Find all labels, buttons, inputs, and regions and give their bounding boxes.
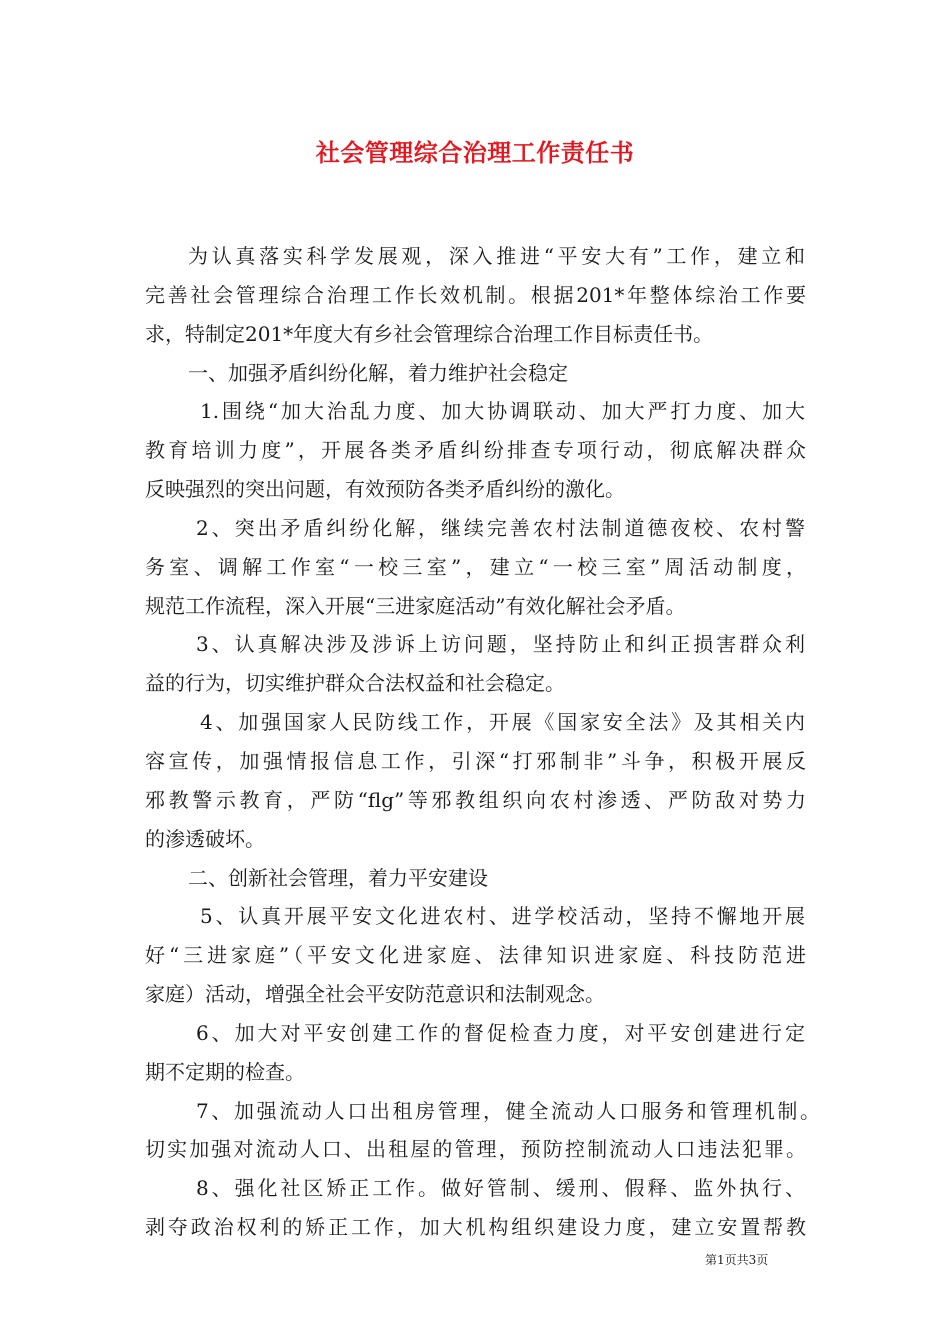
text-line: 8、强化社区矫正工作。做好管制、缓刑、假释、监外执行、 xyxy=(196,1176,805,1200)
text-line: 的渗透破坏。 xyxy=(145,827,265,851)
text-line: 4、加强国家人民防线工作，开展《国家安全法》及其相关内 xyxy=(200,710,805,734)
text-line: 容宣传，加强情报信息工作，引深“打邪制非”斗争，积极开展反 xyxy=(145,749,806,773)
text-line: 完善社会管理综合治理工作长效机制。根据201*年整体综治工作要 xyxy=(145,283,806,307)
text-line: 好“三进家庭”（平安文化进家庭、法律知识进家庭、科技防范进 xyxy=(145,943,806,967)
text-line: 求，特制定201*年度大有乡社会管理综合治理工作目标责任书。 xyxy=(145,322,714,346)
section-heading: 二、创新社会管理，着力平安建设 xyxy=(188,866,488,890)
text-line: 7、加强流动人口出租房管理，健全流动人口服务和管理机制。 xyxy=(196,1099,820,1123)
section-heading: 一、加强矛盾纠纷化解，着力维护社会稳定 xyxy=(188,361,568,385)
text-line: 6、加大对平安创建工作的督促检查力度，对平安创建进行定 xyxy=(196,1021,805,1045)
text-line: 剥夺政治权利的矫正工作，加大机构组织建设力度，建立安置帮教 xyxy=(145,1215,806,1239)
text-line: 为认真落实科学发展观，深入推进“平安大有”工作，建立和 xyxy=(188,244,805,268)
page-title: 社会管理综合治理工作责任书 xyxy=(315,138,635,167)
text-line: 5、认真开展平安文化进农村、进学校活动，坚持不懈地开展 xyxy=(200,904,805,928)
text-line: 教育培训力度”，开展各类矛盾纠纷排查专项行动，彻底解决群众 xyxy=(145,438,806,462)
page-number: 第1页共3页 xyxy=(705,1253,769,1267)
text-line: 家庭）活动，增强全社会平安防范意识和法制观念。 xyxy=(145,982,605,1006)
text-line: 邪教警示教育，严防“flg”等邪教组织向农村渗透、严防敌对势力 xyxy=(145,788,806,812)
text-line: 1.围绕“加大治乱力度、加大协调联动、加大严打力度、加大 xyxy=(200,399,805,423)
text-line: 3、认真解决涉及涉诉上访问题，坚持防止和纠正损害群众利 xyxy=(196,632,805,656)
text-line: 期不定期的检查。 xyxy=(145,1060,305,1084)
text-line: 规范工作流程，深入开展“三进家庭活动”有效化解社会矛盾。 xyxy=(145,594,686,618)
text-line: 2、突出矛盾纠纷化解，继续完善农村法制道德夜校、农村警 xyxy=(196,516,805,540)
text-line: 务室、调解工作室“一校三室”，建立“一校三室”周活动制度， xyxy=(145,555,806,579)
text-line: 反映强烈的突出问题，有效预防各类矛盾纠纷的激化。 xyxy=(145,477,625,501)
text-line: 益的行为，切实维护群众合法权益和社会稳定。 xyxy=(145,671,565,695)
text-line: 切实加强对流动人口、出租屋的管理，预防控制流动人口违法犯罪。 xyxy=(145,1137,806,1161)
